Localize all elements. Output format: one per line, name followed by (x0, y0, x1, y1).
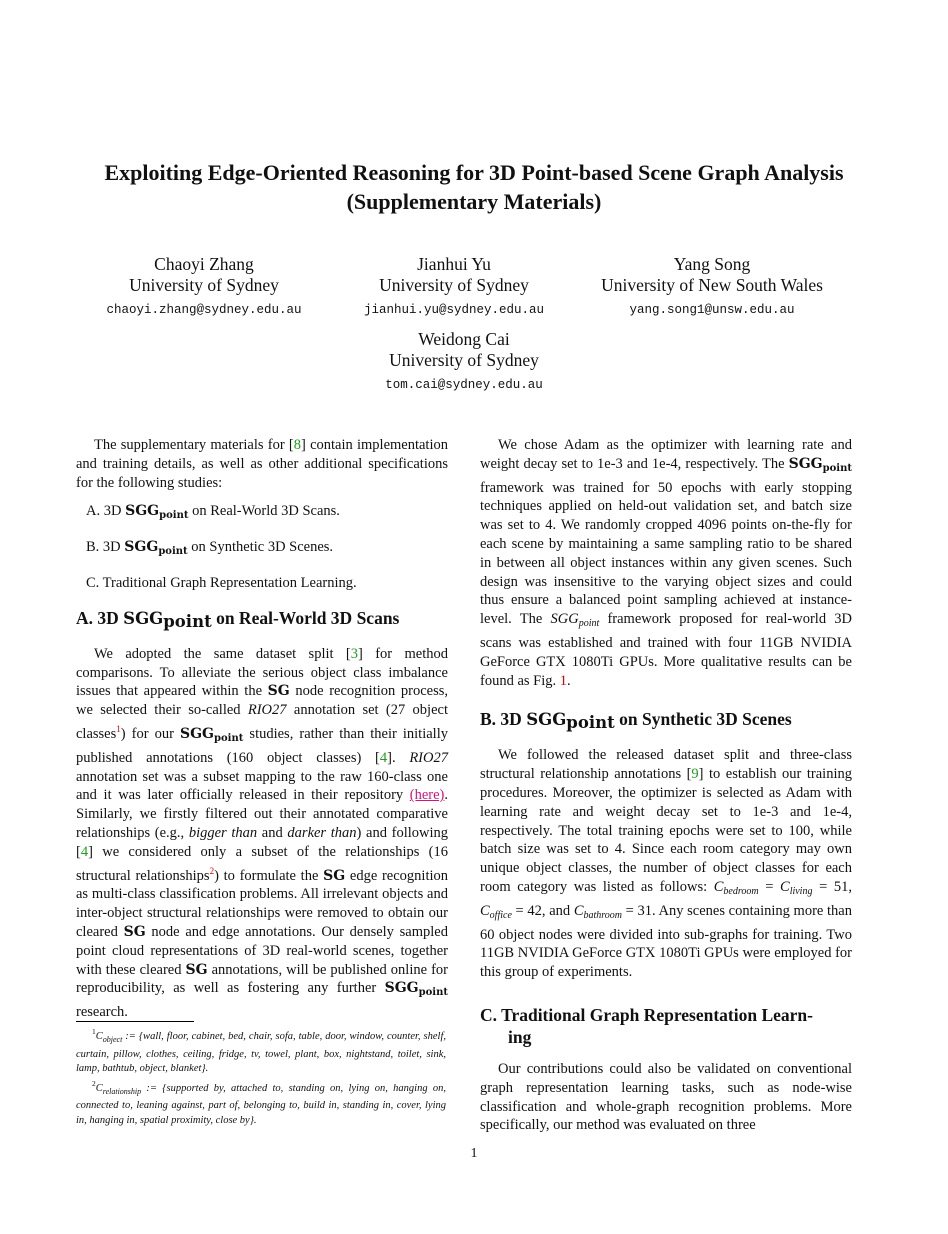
section-heading-a: A. 3D SGGpoint on Real-World 3D Scans (76, 607, 400, 631)
list-item: B. 3D $SGG_{point}$ on Synthetic 3D Scenes. (86, 539, 334, 558)
author-name: Chaoyi Zhang (154, 254, 254, 274)
list-item: C. Traditional Graph Representation Learning. (86, 574, 357, 591)
title-line-1: Exploiting Edge-Oriented Reasoning for 3D Point-based Scene Graph Analysis (104, 160, 844, 185)
left-column (76, 436, 448, 1022)
author-block-3 (582, 254, 842, 321)
author-block-2 (334, 254, 574, 321)
citation-link[interactable]: 9 (691, 766, 699, 783)
author-email[interactable]: tom.cai@sydney.edu.au (385, 378, 543, 392)
footnote-2: $^2C_{relationship}$ := {supported by, attached to, standing on, lying on, hanging on, connected to, leaning against, part of, belonging to, build in, standing in, cover, lying in, hanging in, spatial proximity, close by}. (76, 1078, 446, 1126)
author-email[interactable]: jianhui.yu@sydney.edu.au (363, 303, 545, 317)
citation-link[interactable]: 3 (350, 645, 358, 662)
section-a-paragraph: We adopted the same dataset split [3] for method comparisons. To alleviate the serious object class imbalance issues that appeared within the SG node recognition process, we selected their so-called RIO27 annotation set (27 object classes$^1$) for our $SGG_{point}$ studies, rather than their initially published annotations (160 object classes) [4]. RIO27 annotation set was a subset mapping to the raw 160-class one and it was later officially released in their repository (here). Similarly, we firstly filtered out their annotated comparative relationships (e.g., bigger than and darker than) and following [4] we considered only a subset of the relationships (16 structural relationships$^2$) to formulate the SG edge recognition as multi-class classification problems. All irrelevant objects and inter-object structural relationships were removed to obtain our cleared SG node and edge annotations. Our densely sampled point cloud representations of 3D real-world scenes, together with these cleared SG annotations, will be published online for reproducibility, as well as fostering any further $SGG_{point}$ research. (76, 645, 449, 1021)
author-affiliation: University of Sydney (129, 275, 279, 295)
author-name: Yang Song (673, 254, 751, 274)
section-heading-c: C. Traditional Graph Representation Learn- ing (480, 1004, 813, 1047)
author-block-1 (84, 254, 324, 321)
section-b-paragraph: We followed the released dataset split and three-class structural relationship annotations [9] to establish our training procedures. Moreover, the optimizer is selected as Adam with learning rate and weight decay set to 1e-3 and 1e-4, respectively. The total training epochs were set to 100, while batch size was set to 4. Since each room category may own unique object classes, the number of object classes for each room category was listed as follows: $C_{bedroom} = C_{living} = 51$, $C_{office} = 42$, and $C_{bathroom} = 31$. Any scenes containing more than 60 object nodes were divided into sub-graphs for training. Two 11GB NVIDIA GeForce GTX 1080Ti GPUs were employed for this group of experiments. (480, 747, 852, 981)
footnote-1: $^1C_{object}$ := {wall, floor, cabinet, bed, chair, sofa, table, door, window, counter, shelf, curtain, pillow, clothes, ceiling, fridge, tv, towel, plant, box, nightstand, toilet, sink, lamp, bathtub, object, blanket}. (76, 1027, 446, 1075)
author-name: Jianhui Yu (417, 254, 491, 274)
section-c-paragraph: Our contributions could also be validated on conventional graph representation learning tasks, such as node-wise classification and whole-graph recognition problems. More specifically, our method was evaluated on three (480, 1060, 852, 1134)
repository-link[interactable]: (here) (409, 787, 445, 804)
paper-title (40, 158, 908, 216)
footnote-marker[interactable]: 2 (209, 865, 215, 876)
section-heading-b: B. 3D SGGpoint on Synthetic 3D Scenes (480, 709, 792, 733)
author-block-4 (334, 329, 594, 396)
footnotes (76, 1025, 446, 1128)
right-column (480, 436, 852, 1135)
author-email[interactable]: chaoyi.zhang@sydney.edu.au (106, 303, 302, 317)
study-list (86, 502, 448, 592)
citation-link[interactable]: 4 (379, 749, 388, 766)
citation-link[interactable]: 8 (293, 437, 301, 453)
list-item: A. 3D $SGG_{point}$ on Real-World 3D Scans. (86, 503, 340, 522)
footnote-rule (76, 1021, 194, 1022)
author-email[interactable]: yang.song1@unsw.edu.au (629, 303, 795, 317)
training-paragraph: We chose Adam as the optimizer with learning rate and weight decay set to 1e-3 and 1e-4, respectively. The $SGG_{point}$ framework was trained for 50 epochs with early stopping techniques applied on held-out validation set, and batch size was set to 4. We randomly cropped 4096 points on-the-fly for each scene by maintaining a same sampling ratio to be shared in between all object instances within any given scenes. Such design was insensitive to the varying object sizes and could thus ensure a balanced point sampling achieved at instance-level. The $SGG_{point}$ framework proposed for real-world 3D scans was established and trained with four 11GB NVIDIA GeForce GTX 1080Ti GPUs. More qualitative results can be found as Fig. 1. (480, 437, 853, 689)
author-name: Weidong Cai (418, 329, 510, 349)
intro-paragraph: The supplementary materials for [8] contain implementation and training details, as well as other additional specifications for the following studies: (76, 437, 448, 491)
title-line-2: (Supplementary Materials) (346, 189, 602, 214)
footnote-marker[interactable]: 1 (116, 723, 121, 734)
author-affiliation: University of New South Wales (601, 275, 823, 295)
figure-link[interactable]: 1 (559, 672, 567, 689)
citation-link[interactable]: 4 (80, 843, 89, 860)
author-affiliation: University of Sydney (379, 275, 529, 295)
author-affiliation: University of Sydney (389, 350, 539, 370)
page-number: 1 (470, 1146, 478, 1161)
